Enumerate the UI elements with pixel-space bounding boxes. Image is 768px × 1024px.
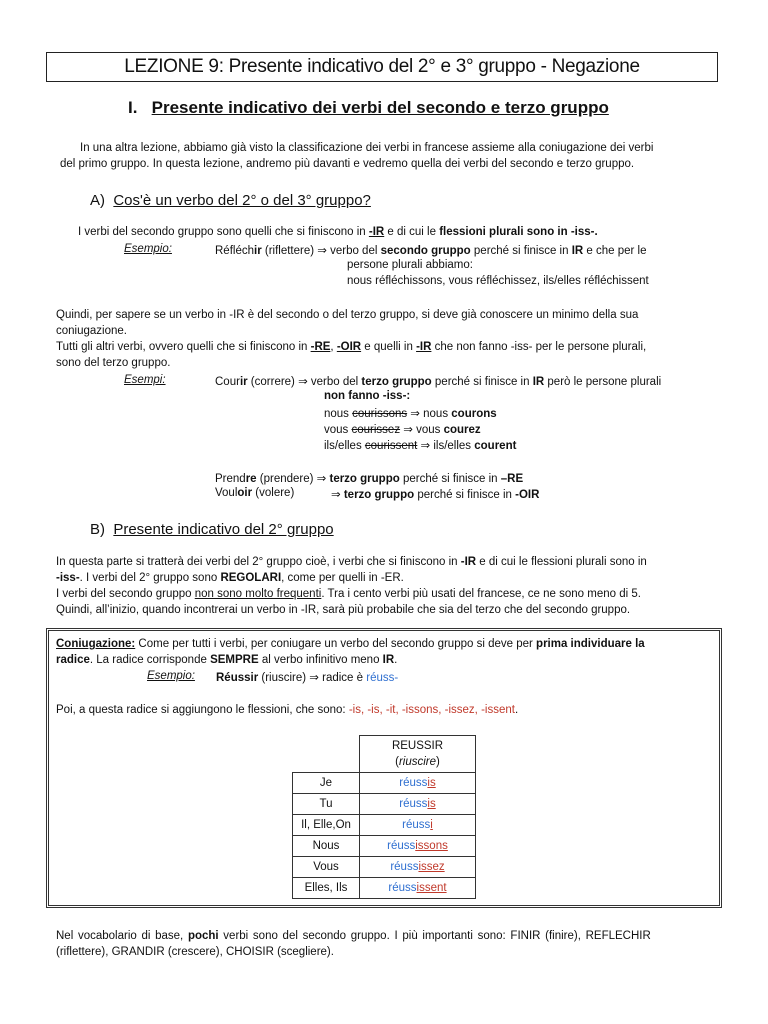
ex-trans: (riflettere) ⇒ verbo del [261,245,381,257]
section-b-title: Presente indicativo del 2° gruppo [113,521,334,538]
table-sub-open: ( [395,756,399,768]
box-l2-end: . [394,654,398,666]
row1-arrow: ⇒ nous [407,408,452,420]
form-ending: is [427,777,436,789]
footer-line-2: (riflettere), GRANDIR (crescere), CHOISIR (scegliere). [56,946,334,958]
def-pre: I verbi del secondo gruppo sono quelli che si finiscono in [78,226,369,238]
form-cell [360,878,476,899]
courir-group: terzo gruppo [361,376,432,388]
courir-end: ir [239,376,248,388]
form-stem: réuss [390,861,419,873]
form-cell [360,815,476,836]
form-stem: réuss [402,819,431,831]
table-row [293,836,476,857]
table-header-verb: REUSSIR [391,740,444,752]
form-cell [360,857,476,878]
section-b-letter: B) [90,521,105,538]
b-l3-pre: I verbi del secondo gruppo [56,588,195,600]
box-line-2 [56,654,397,666]
vouloir-oir: -OIR [515,489,540,501]
pronoun-cell: Nous [293,836,360,857]
box-line-1 [56,638,645,650]
b-line-3 [56,588,641,600]
section-b-heading [90,521,334,538]
flex-pre: Poi, a questa radice si aggiungono le flessioni, che sono: [56,704,349,716]
b-l1-end: e di cui le flessioni plurali sono in [476,556,647,568]
example-reflechir [215,243,647,257]
prendre-stem: Prend [215,473,246,485]
ex-end-text: e che per le [583,245,647,257]
prendre-re: –RE [500,473,524,485]
section-1-number: I. [128,98,138,117]
box-ex-verb: Réussir [216,672,259,684]
b-l3-u: non sono molto frequenti [194,588,322,600]
def-mid: e di cui le [384,226,440,238]
p3-ir: -IR [416,341,432,353]
table-row [293,794,476,815]
pronoun-cell: Je [293,773,360,794]
section-a-letter: A) [90,192,105,209]
box-l2-ir: IR [382,654,395,666]
box-label: Coniugazione: [56,638,136,650]
pronoun-cell: Il, Elle,On [293,815,360,836]
table-empty-cell [293,736,360,773]
prendre-trans: (prendere) ⇒ [256,473,330,485]
prendre-mid: perché si finisce in [399,473,501,485]
footer-bold: pochi [187,930,219,942]
intro-line-1: In una altra lezione, abbiamo già visto la classificazione dei verbi in francese assieme alla coniugazione dei verbi [80,142,654,154]
row2-right: courez [443,424,481,436]
row3-arrow: ⇒ ils/elles [417,440,475,452]
intro-line-2: del primo gruppo. In questa lezione, andremo più davanti e vedremo quella dei verbi del secondo e terzo gruppo. [60,158,635,170]
form-stem: réuss [387,840,416,852]
row1-pron: nous [324,408,353,420]
form-stem: réuss [399,798,428,810]
footer-line-1 [56,930,651,942]
flex-list: -is, -is, -it, -issons, -issez, -issent [348,704,515,716]
row1-wrong: courissons [352,408,408,420]
table-row [293,773,476,794]
box-ex-stem: réuss- [366,672,399,684]
p3-re: -RE [310,341,331,353]
ex-ir: IR [571,245,584,257]
para2-line-2: coniugazione. [56,325,127,337]
para3-line-1 [56,341,646,353]
p3-comma: , [330,341,337,353]
example-courir [215,374,661,388]
form-cell [360,836,476,857]
ex-mid: perché si finisce in [470,245,572,257]
vouloir-group: terzo gruppo [343,489,415,501]
box-flex-line [56,704,518,716]
box-l2-mid: . La radice corrisponde [89,654,211,666]
row3-pron: ils/elles [324,440,365,452]
para2-line-1: Quindi, per sapere se un verbo in -IR è del secondo o del terzo gruppo, si deve già conoscere un minimo della sua [56,309,639,321]
courir-row-vous [324,422,481,436]
courir-ir: IR [532,376,545,388]
b-l1-ir: -IR [460,556,477,568]
b-l1-pre: In questa parte si tratterà dei verbi del 2° gruppo cioè, i verbi che si finiscono in [56,556,461,568]
courir-row-ils [324,438,516,452]
def-bold: flessioni plurali sono in -iss-. [439,226,598,238]
table-sub: riuscire [398,756,437,768]
courir-non-iss: non fanno -iss-: [324,390,411,402]
ex-stem: Réfléch [215,245,254,257]
b-l2-reg: REGOLARI [220,572,282,584]
vouloir-mid: perché si finisce in [414,489,516,501]
box-l2-bold: radice [56,654,90,666]
courir-trans: (correre) ⇒ verbo del [247,376,362,388]
ex-group: secondo gruppo [380,245,471,257]
box-example-label: Esempio: [147,670,195,682]
pronoun-cell: Elles, Ils [293,878,360,899]
box-l2-sempre: SEMPRE [210,654,259,666]
prendre-group: terzo gruppo [329,473,400,485]
b-l2-end: , come per quelli in -ER. [281,572,404,584]
box-l1-bold: prima individuare la [536,638,645,650]
example-line-2: persone plurali abbiamo: [347,259,473,271]
form-cell [360,773,476,794]
form-ending: issons [415,840,448,852]
box-l1-mid: Come per tutti i verbi, per coniugare un verbo del secondo gruppo si deve per [135,638,537,650]
table-row [293,857,476,878]
section-1-title: Presente indicativo dei verbi del secondo e terzo gruppo [151,98,609,117]
pronoun-cell: Vous [293,857,360,878]
def-ir: -IR [368,226,385,238]
page-title [46,52,718,82]
vouloir-arrow: ⇒ [331,489,344,501]
b-l3-end: . Tra i cento verbi più usati del francese, ce ne sono meno di 5. [321,588,641,600]
b-l2-iss: -iss- [56,572,80,584]
table-row [293,815,476,836]
b-line-2 [56,572,404,584]
vouloir-stem: Voul [215,487,238,499]
footer-pre: Nel vocabolario di base, [56,930,188,942]
definition-line [78,226,598,238]
ex-end: ir [254,245,262,257]
b-line-1 [56,556,647,568]
section-1-heading [128,98,609,118]
row2-arrow: ⇒ vous [400,424,444,436]
b-line-4: Quindi, all’inizio, quando incontrerai un verbo in -IR, sarà più probabile che sia del terzo che del secondo gruppo. [56,604,631,616]
row2-wrong: courissez [351,424,401,436]
vouloir-trans: (volere) [252,487,295,499]
vouloir-end: oir [237,487,253,499]
form-ending: issez [418,861,445,873]
section-a-title: Cos'è un verbo del 2° o del 3° gruppo? [113,192,371,209]
table-header [360,736,476,773]
example-vouloir [215,487,294,499]
courir-mid: perché si finisce in [431,376,533,388]
conjugation-table [292,735,476,899]
footer-end: verbi sono del secondo gruppo. I più importanti sono: FINIR (finire), REFLECHIR [218,930,651,942]
courir-stem: Cour [215,376,240,388]
p3-end: che non fanno -iss- per le persone plurali, [431,341,647,353]
form-cell [360,794,476,815]
p3-pre: Tutti gli altri verbi, ovvero quelli che si finiscono in [56,341,311,353]
pronoun-cell: Tu [293,794,360,815]
form-stem: réuss [388,882,417,894]
title-text: LEZIONE 9: Presente indicativo del 2° e 3° gruppo - Negazione [124,56,640,77]
flex-dot: . [514,704,519,716]
section-a-heading [90,192,371,209]
example-label: Esempio: [124,243,172,255]
courir-row-nous [324,406,497,420]
form-ending: is [427,798,436,810]
example-vouloir-result [331,487,539,501]
prendre-end: re [245,473,257,485]
form-ending: issent [416,882,447,894]
row3-right: courent [474,440,517,452]
form-stem: réuss [399,777,428,789]
example-prendre [215,471,523,485]
p3-oir: -OIR [336,341,362,353]
table-sub-close: ) [436,756,440,768]
box-example [216,670,398,684]
row1-right: courons [451,408,497,420]
b-l2-mid: . I verbi del 2° gruppo sono [79,572,221,584]
examples-label: Esempi: [124,374,166,386]
form-ending: i [430,819,433,831]
courir-end-text: però le persone plurali [544,376,662,388]
row3-wrong: courissent [364,440,418,452]
box-ex-trans: (riuscire) ⇒ radice è [258,672,367,684]
example-line-3: nous réfléchissons, vous réfléchissez, ils/elles réfléchissent [347,275,649,287]
box-l2-mid2: al verbo infinitivo meno [258,654,383,666]
row2-pron: vous [324,424,352,436]
p3-mid: e quelli in [361,341,417,353]
table-row [293,878,476,899]
para3-line-2: sono del terzo gruppo. [56,357,171,369]
